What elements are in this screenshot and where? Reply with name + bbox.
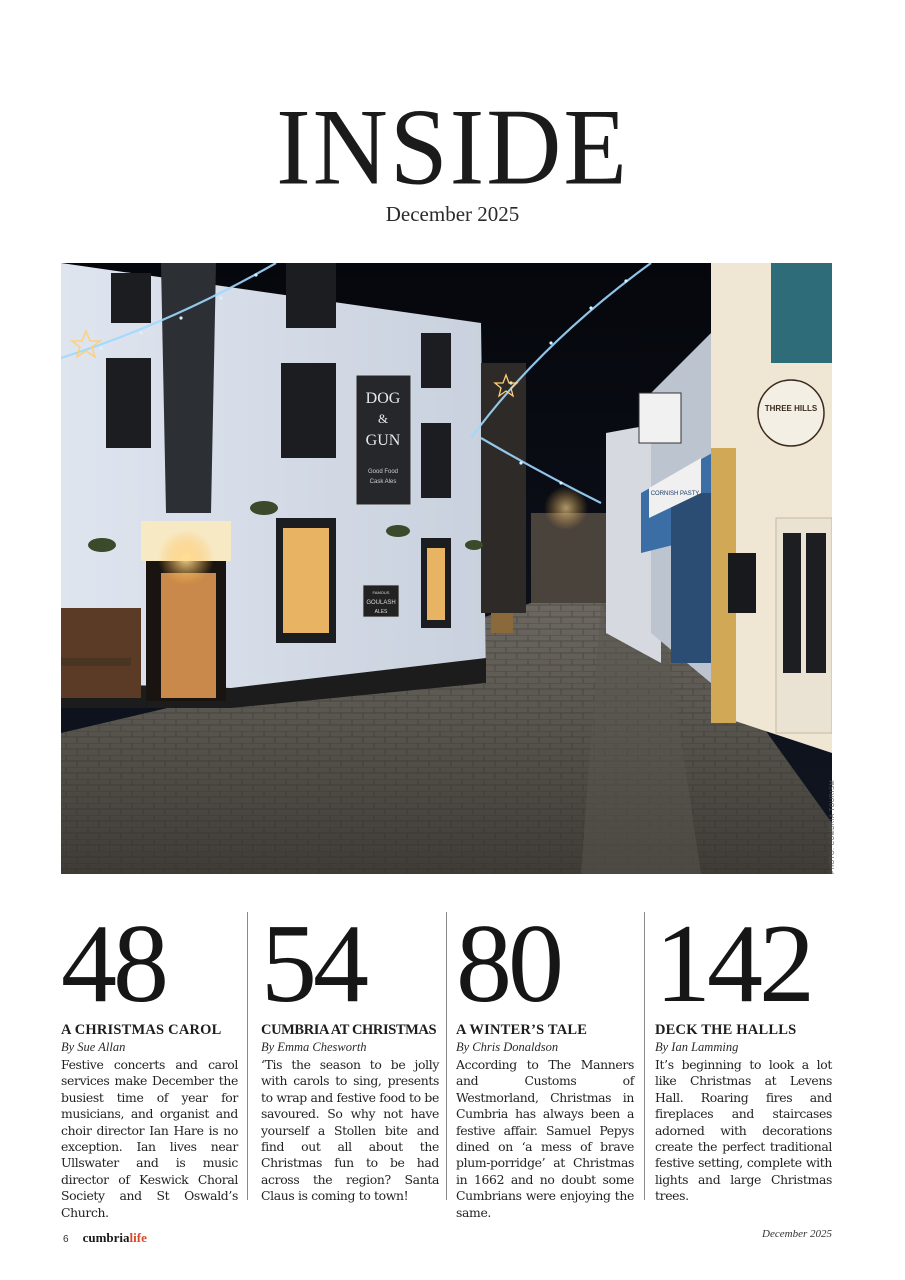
feature-byline: By Chris Donaldson (456, 1040, 559, 1054)
brand-logo-part2: life (129, 1230, 147, 1245)
feature-title: A WINTER’S TALE (456, 1022, 588, 1038)
footer-page-number: 6 (63, 1234, 69, 1245)
brand-logo (83, 1230, 147, 1246)
issue-date: December 2025 (385, 202, 520, 226)
features-row (61, 902, 833, 1220)
page-number-large: 80 (456, 902, 560, 1026)
feature-card[interactable] (261, 902, 439, 1204)
column-divider (644, 912, 645, 1200)
page-number-large: 48 (61, 902, 165, 1026)
feature-byline: By Ian Lamming (655, 1040, 739, 1054)
pub-sign-gun: GUN (365, 432, 401, 449)
photo-credit: PHOTO: CUMBRIA TOURISM (830, 779, 836, 874)
masthead (0, 87, 905, 227)
feature-body: Festive concerts and carol services make December the busiest time of year for musicians, and organist and choir director Ian Hare is no exception. Ian lives near Ullswater and is music director of Keswick Choral Society and St Oswald’s Church. (61, 1057, 238, 1220)
feature-card[interactable] (655, 902, 832, 1204)
feature-title: A CHRISTMAS CAROL (61, 1022, 222, 1038)
goulash-sign-ales: ALES (374, 609, 388, 615)
column-divider (446, 912, 447, 1200)
pub-sign-food: Good Food (367, 469, 399, 475)
goulash-sign-famous: FAMOUS (372, 590, 390, 595)
footer-issue: December 2025 (762, 1228, 832, 1240)
feature-card[interactable] (456, 902, 634, 1220)
pub-sign-and: & (377, 411, 389, 426)
pub-sign-dog: DOG (365, 390, 401, 407)
feature-byline: By Sue Allan (61, 1040, 126, 1054)
feature-byline: By Emma Chesworth (261, 1040, 367, 1054)
three-hills-sign: THREE HILLS (764, 404, 818, 413)
column-divider (247, 912, 248, 1200)
page-number-large: 54 (261, 902, 365, 1026)
feature-card[interactable] (61, 902, 238, 1220)
goulash-sign-goulash: GOULASH (366, 600, 396, 606)
page-title: INSIDE (276, 87, 629, 208)
pasty-sign: CORNISH PASTY (650, 491, 700, 497)
footer-left (63, 1230, 147, 1246)
feature-body: ‘Tis the season to be jolly with carols to sing, presents to wrap and festive food to be savoured. So why not have yourself a Stollen bite and find out all about the Christmas fun to be had across the region? Santa Claus is coming to town! (261, 1057, 439, 1204)
pub-sign-ales: Cask Ales (369, 479, 397, 485)
page-number-large: 142 (655, 902, 811, 1026)
brand-logo-part1: cumbria (82, 1230, 130, 1245)
street-photo (61, 263, 832, 874)
feature-title: DECK THE HALLLS (655, 1022, 797, 1038)
feature-body: It’s beginning to look a lot like Christmas at Levens Hall. Roaring fires and fireplaces and staircases adorned with decorations create the perfect traditional festive setting, complete with lights and large Christmas trees. (655, 1057, 832, 1204)
feature-title: CUMBRIA AT CHRISTMAS (261, 1022, 437, 1038)
feature-body: According to The Manners and Customs of Westmorland, Christmas in Cumbria has always been a festive affair. Samuel Pepys dined on ‘a mess of brave plum-porridge’ at Christmas in 1662 and no doubt some Cumbrians were enjoying the same. (456, 1057, 634, 1220)
